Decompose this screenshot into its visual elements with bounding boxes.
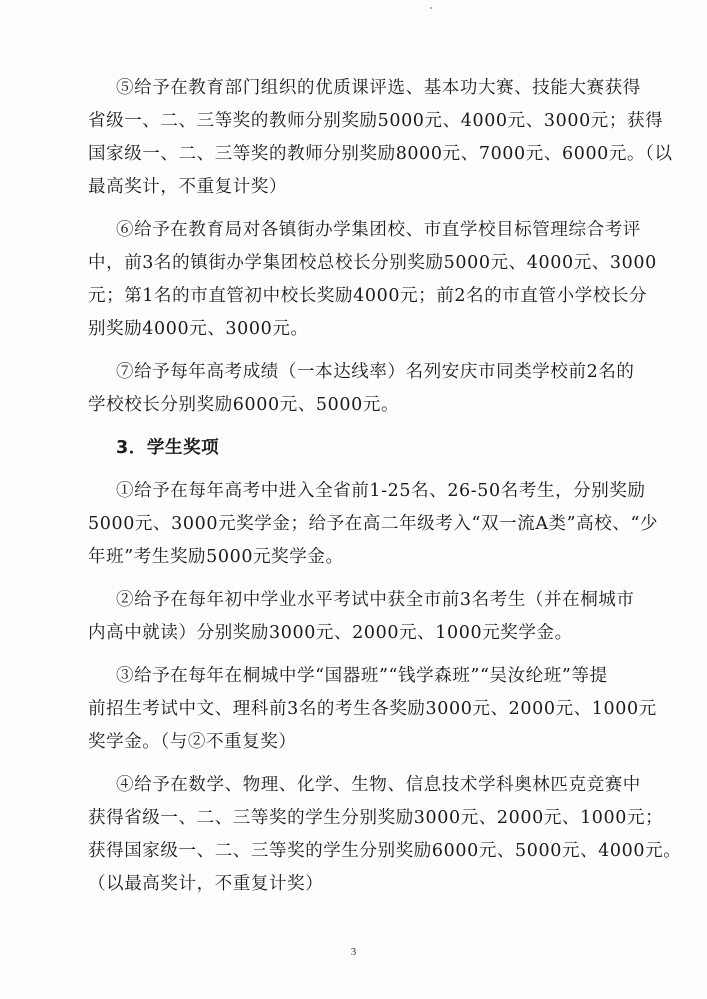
- section-heading: 3．学生奖项: [116, 438, 220, 458]
- text-line: ②给予在每年初中学业水平考试中获全市前3名考生（并在桐城市: [116, 590, 635, 610]
- paragraph-teacher-award-7: [88, 356, 635, 422]
- paragraph-student-award-3: [88, 660, 657, 759]
- document-body: [88, 72, 682, 911]
- page-number: 3: [350, 946, 357, 958]
- paragraph-student-award-1: [88, 475, 659, 574]
- paragraph-student-award-4: [88, 769, 682, 901]
- paragraph-teacher-award-6: [88, 214, 657, 346]
- text-line: 中，前3名的镇街办学集团校总校长分别奖励5000元、4000元、3000: [88, 253, 657, 273]
- text-line: ①给予在每年高考中进入全省前1-25名、26-50名考生，分别奖励: [116, 481, 646, 501]
- text-line: 奖学金。（与②不重复奖）: [88, 732, 297, 752]
- text-line: 获得国家级一、二、三等奖的学生分别奖励6000元、5000元、4000元。: [88, 841, 682, 861]
- text-line: 获得省级一、二、三等奖的学生分别奖励3000元、2000元、1000元；: [88, 808, 664, 828]
- text-line: ④给予在数学、物理、化学、生物、信息技术学科奥林匹克竞赛中: [116, 775, 641, 795]
- text-line: 5000元、3000元奖学金；给予在高二年级考入“双一流A类”高校、“少: [88, 514, 659, 534]
- scan-speck: [430, 7, 432, 9]
- text-line: 内高中就读）分别奖励3000元、2000元、1000元奖学金。: [88, 623, 573, 643]
- paragraph-student-award-2: [88, 584, 635, 650]
- text-line: 年班”考生奖励5000元奖学金。: [88, 547, 344, 567]
- paragraph-teacher-award-5: [88, 72, 673, 204]
- text-line: ⑤给予在教育部门组织的优质课评选、基本功大赛、技能大赛获得: [116, 78, 641, 98]
- text-line: 省级一、二、三等奖的教师分别奖励5000元、4000元、3000元；获得: [88, 111, 664, 131]
- text-line: ⑥给予在教育局对各镇街办学集团校、市直学校目标管理综合考评: [116, 220, 641, 240]
- text-line: 最高奖计，不重复计奖）: [88, 177, 288, 197]
- text-line: 元；第1名的市直管初中校长奖励4000元；前2名的市直管小学校长分: [88, 286, 648, 306]
- section-heading-student-awards: [88, 432, 628, 465]
- text-line: ③给予在每年在桐城中学“国器班”“钱学森班”“吴汝纶班”等提: [116, 666, 608, 686]
- text-line: 国家级一、二、三等奖的教师分别奖励8000元、7000元、6000元。（以: [88, 144, 673, 164]
- text-line: ⑦给予每年高考成绩（一本达线率）名列安庆市同类学校前2名的: [116, 362, 635, 382]
- text-line: 前招生考试中文、理科前3名的考生各奖励3000元、2000元、1000元: [88, 699, 657, 719]
- text-line: 学校校长分别奖励6000元、5000元。: [88, 395, 400, 415]
- text-line: 别奖励4000元、3000元。: [88, 319, 309, 339]
- text-line: （以最高奖计，不重复计奖）: [88, 874, 324, 894]
